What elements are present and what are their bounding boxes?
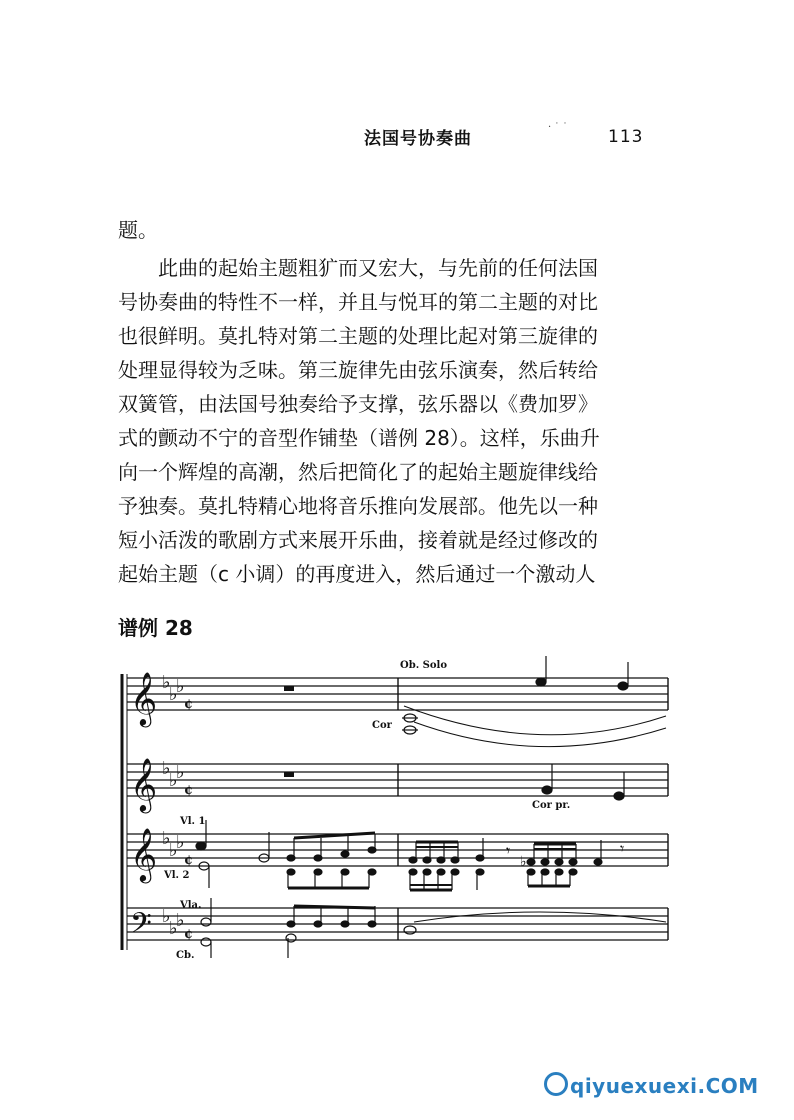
svg-text:♭: ♭ bbox=[520, 854, 527, 870]
header-decoration: · ˙ ˙ bbox=[548, 122, 568, 133]
svg-text:¢: ¢ bbox=[184, 783, 194, 798]
body-line: 处理显得较为乏味。第三旋律先由弦乐演奏，然后转给 bbox=[118, 358, 598, 382]
svg-text:¢: ¢ bbox=[184, 697, 194, 712]
svg-text:¢: ¢ bbox=[184, 927, 194, 942]
svg-text:𝄾: 𝄾 bbox=[506, 841, 511, 860]
eighth-note-group bbox=[287, 833, 376, 888]
svg-text:♭: ♭ bbox=[169, 918, 178, 939]
body-line: 式的颤动不宁的音型作铺垫（谱例 28）。这样，乐曲升 bbox=[118, 426, 600, 450]
label-contrabass: Cb. bbox=[176, 950, 195, 961]
label-horn-primo: Cor pr. bbox=[532, 800, 571, 811]
svg-text:♭: ♭ bbox=[162, 906, 171, 927]
svg-text:♭: ♭ bbox=[176, 832, 185, 853]
svg-text:♭: ♭ bbox=[169, 840, 178, 861]
body-line: 向一个辉煌的高潮，然后把简化了的起始主题旋律线给 bbox=[118, 460, 598, 484]
label-horn: Cor bbox=[372, 720, 392, 731]
body-line: 起始主题（c 小调）的再度进入，然后通过一个激动人 bbox=[118, 562, 596, 586]
treble-clef-icon: 𝄞 bbox=[130, 671, 158, 725]
svg-text:♭: ♭ bbox=[176, 910, 185, 931]
label-violin-1: Vl. 1 bbox=[180, 816, 206, 827]
svg-text:♭: ♭ bbox=[176, 762, 185, 783]
svg-text:♭: ♭ bbox=[169, 770, 178, 791]
label-violin-2: Vl. 2 bbox=[164, 870, 190, 881]
svg-text:♭: ♭ bbox=[176, 676, 185, 697]
treble-clef-icon: 𝄞 bbox=[130, 827, 158, 881]
running-header-title: 法国号协奏曲 bbox=[364, 129, 472, 149]
bass-clef-icon: 𝄢 bbox=[130, 907, 152, 947]
body-line: 予独奏。莫扎特精心地将音乐推向发展部。他先以一种 bbox=[118, 494, 598, 518]
treble-clef-icon: 𝄞 bbox=[130, 757, 158, 811]
watermark-text: qiyuexuexi.COM bbox=[570, 1074, 759, 1098]
label-oboe-solo: Ob. Solo bbox=[400, 660, 448, 671]
body-line: 也很鲜明。莫扎特对第二主题的处理比起对第三旋律的 bbox=[118, 324, 598, 348]
svg-text:¢: ¢ bbox=[184, 853, 194, 868]
svg-text:♭: ♭ bbox=[169, 684, 178, 705]
body-line: 号协奏曲的特性不一样，并且与悦耳的第二主题的对比 bbox=[118, 290, 598, 314]
body-line: 题。 bbox=[118, 218, 158, 242]
music-score bbox=[0, 640, 794, 970]
watermark bbox=[544, 1072, 784, 1102]
logo-icon bbox=[544, 1072, 568, 1096]
body-line: 双簧管，由法国号独奏给予支撑，弦乐器以《费加罗》 bbox=[118, 392, 598, 416]
page-number: 113 bbox=[608, 127, 644, 147]
svg-text:𝄾: 𝄾 bbox=[620, 839, 625, 858]
example-caption: 谱例 28 bbox=[118, 616, 193, 640]
body-line: 此曲的起始主题粗犷而又宏大，与先前的任何法国 bbox=[118, 256, 598, 280]
svg-text:♭: ♭ bbox=[162, 672, 171, 693]
body-line: 短小活泼的歌剧方式来展开乐曲，接着就是经过修改的 bbox=[118, 528, 598, 552]
svg-text:♭: ♭ bbox=[162, 828, 171, 849]
svg-text:♭: ♭ bbox=[162, 758, 171, 779]
label-viola: Vla. bbox=[180, 900, 202, 911]
